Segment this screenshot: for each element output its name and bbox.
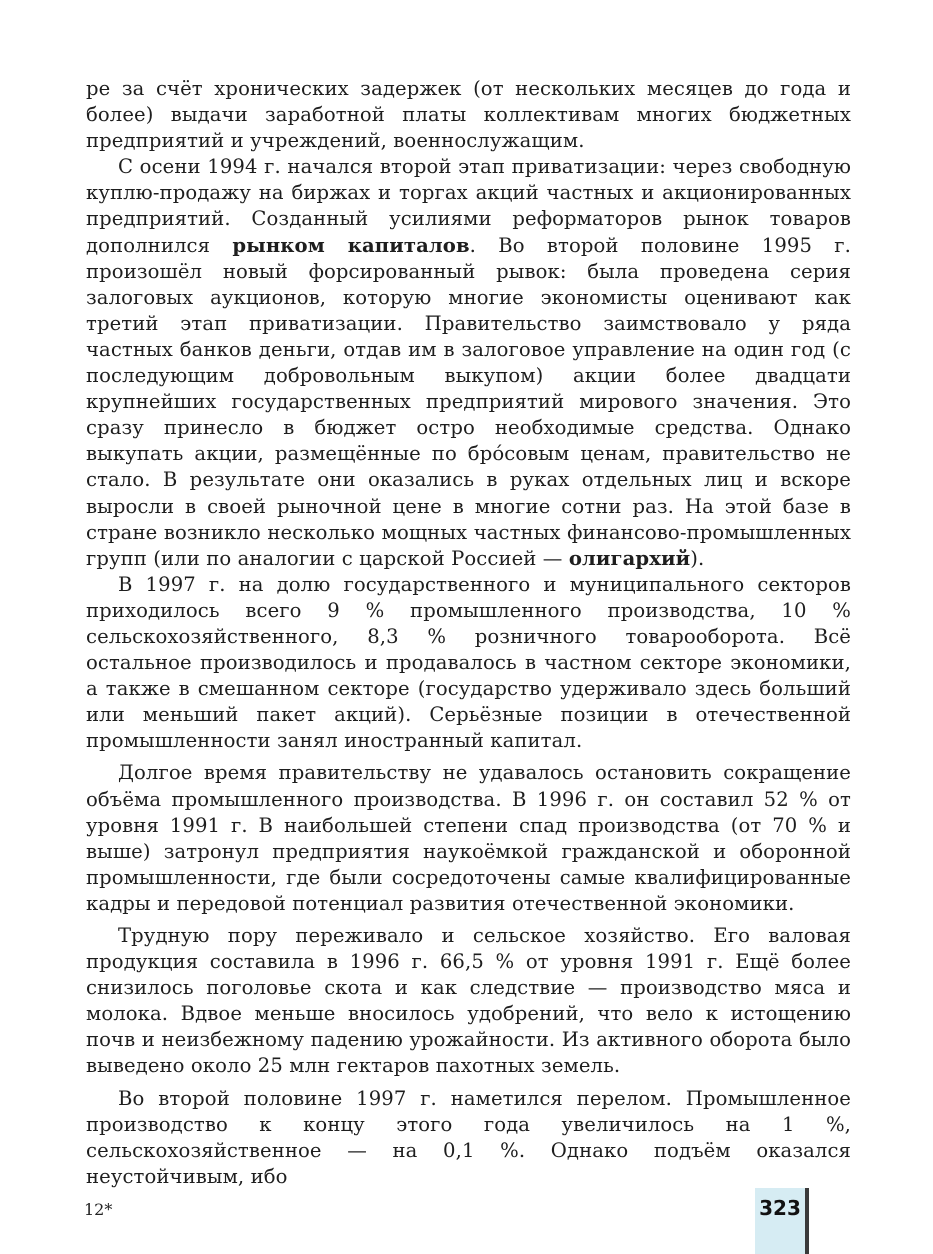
page-edge-rule	[805, 1188, 809, 1254]
text-run: Долгое время правительству не удавалось остановить сокращение объёма промышленного производства. В 1996 г. он составил 52 % от уровня 1991 г. В наибольшей степени спад производства (от 70 % и выше) затронул предприятия наукоёмкой гражданской и оборонной промышленности, где были сосредоточены самые квалифицированные кадры и передовой потенциал развития отечественной экономики.	[86, 761, 851, 915]
bold-term-capital-market: рынком капиталов	[232, 233, 470, 257]
paragraph-3	[86, 572, 851, 755]
paragraph-1	[86, 76, 851, 154]
page-number: 323	[759, 1196, 801, 1220]
text-run: В 1997 г. на долю государственного и муниципального секторов приходилось всего 9 % промышленного производства, 10 % сельскохозяйственного, 8,3 % розничного товарооборота. Всё остальное производилось и продавалось в частном секторе экономики, а также в смешанном секторе (государство удерживало здесь больший или меньший пакет акций). Серьёзные позиции в отечественной промышленности занял иностранный капитал.	[86, 572, 851, 753]
bold-term-oligarchies: олигархий	[568, 546, 691, 570]
text-run: ).	[690, 546, 705, 570]
paragraph-2	[86, 154, 851, 572]
text-run: Трудную пору переживало и сельское хозяйство. Его валовая продукция составила в 1996 г. 66,5 % от уровня 1991 г. Ещё более снизилось поголовье скота и как следствие — производство мяса и молока. Вдвое меньше вносилось удобрений, что вело к истощению почв и неизбежному падению урожайности. Из активного оборота было выведено около 25 млн гектаров пахотных земель.	[86, 924, 851, 1078]
paragraph-5	[86, 923, 851, 1080]
text-run: . Во второй половине 1995 г. произошёл новый форсированный рывок: была проведена серия залоговых аукционов, которую многие экономисты оценивают как третий этап приватизации. Правительство заимствовало у ряда частных банков деньги, отдав им в залоговое управление на один год (с последующим добровольным выкупом) акции более двадцати крупнейших государственных предприятий мирового значения. Это сразу принесло в бюджет остро необходимые средства. Однако выкупать акции, размещённые по бро́совым ценам, правительство не стало. В результате они оказались в руках отдельных лиц и вскоре выросли в своей рыночной цене в многие сотни раз. На этой базе в стране возникло несколько мощных частных финансово-промышленных групп (или по аналогии с царской Россией —	[86, 233, 851, 570]
paragraph-6	[86, 1086, 851, 1190]
signature-mark: 12*	[84, 1200, 113, 1219]
text-run: ре за счёт хронических задержек (от нескольких месяцев до года и более) выдачи заработной платы коллективам многих бюджетных предприятий и учреждений, военнослужащим.	[86, 77, 851, 153]
paragraph-4	[86, 760, 851, 917]
document-body	[86, 76, 851, 1190]
text-run: С осени 1994 г. начался второй этап приватизации: через свободную куплю-продажу на биржах и торгах акций частных и акционированных предприятий. Созданный усилиями реформаторов рынок товаров дополнился	[86, 155, 851, 257]
text-run: Во второй половине 1997 г. наметился перелом. Промышленное производство к концу этого года увеличилось на 1 %, сельскохозяйственное — на 0,1 %. Однако подъём оказался неустойчивым, ибо	[86, 1086, 851, 1188]
